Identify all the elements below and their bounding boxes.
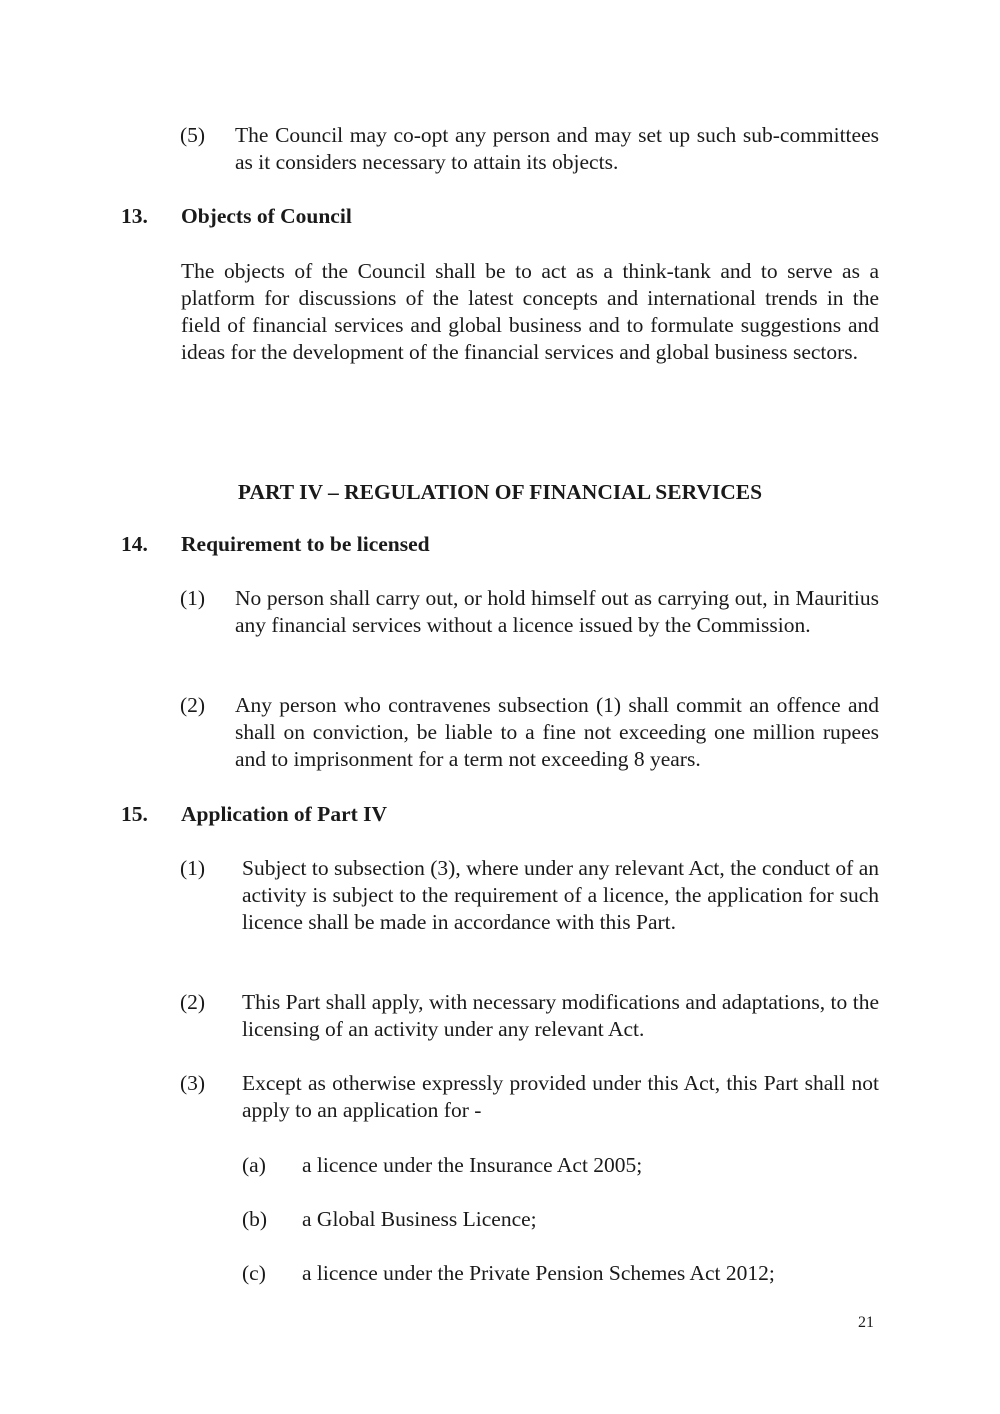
section-number: 14. [121,532,148,556]
subsection-number: (2) [180,693,206,717]
list-item-text: a licence under the Private Pension Schemes Act 2012; [302,1261,775,1285]
section-number: 15. [121,802,148,826]
list-item-text: a licence under the Insurance Act 2005; [302,1153,643,1177]
list-item-text: a Global Business Licence; [302,1207,537,1231]
subsection-text: Subject to subsection (3), where under any relevant Act, the conduct of an activity is subject to the requirement of a licence, the application for such licence shall be made in accordance with this Part. [242,856,879,934]
section-number: 13. [121,204,148,228]
subsection-text: Except as otherwise expressly provided under this Act, this Part shall not apply to an application for - [242,1071,879,1122]
subsection-number: (3) [180,1071,206,1095]
page-number: 21 [858,1314,874,1331]
subsection-text: Any person who contravenes subsection (1) shall commit an offence and shall on conviction, be liable to a fine not exceeding one million rupees and to imprisonment for a term not exceeding 8 years. [235,693,879,771]
subsection-number: (1) [180,586,206,610]
section-text: The objects of the Council shall be to act as a think-tank and to serve as a platform for discussions of the latest concepts and international trends in the field of financial services and global business and to formulate suggestions and ideas for the development of the financial services and global business sectors. [181,259,879,364]
subsection-number: (2) [180,990,206,1014]
list-item-label: (a) [242,1153,266,1177]
subsection-text: This Part shall apply, with necessary modifications and adaptations, to the licensing of an activity under any relevant Act. [242,990,879,1041]
subsection-number: (5) [180,123,206,147]
subsection-text: No person shall carry out, or hold himself out as carrying out, in Mauritius any financial services without a licence issued by the Commission. [235,586,879,637]
section-heading: Objects of Council [181,204,352,228]
list-item-label: (b) [242,1207,268,1231]
subsection-number: (1) [180,856,206,880]
subsection-text: The Council may co-opt any person and may set up such sub-committees as it considers necessary to attain its objects. [235,123,879,174]
part-heading: PART IV – REGULATION OF FINANCIAL SERVICES [237,480,763,504]
section-heading: Application of Part IV [181,802,388,826]
section-heading: Requirement to be licensed [181,532,430,556]
list-item-label: (c) [242,1261,266,1285]
